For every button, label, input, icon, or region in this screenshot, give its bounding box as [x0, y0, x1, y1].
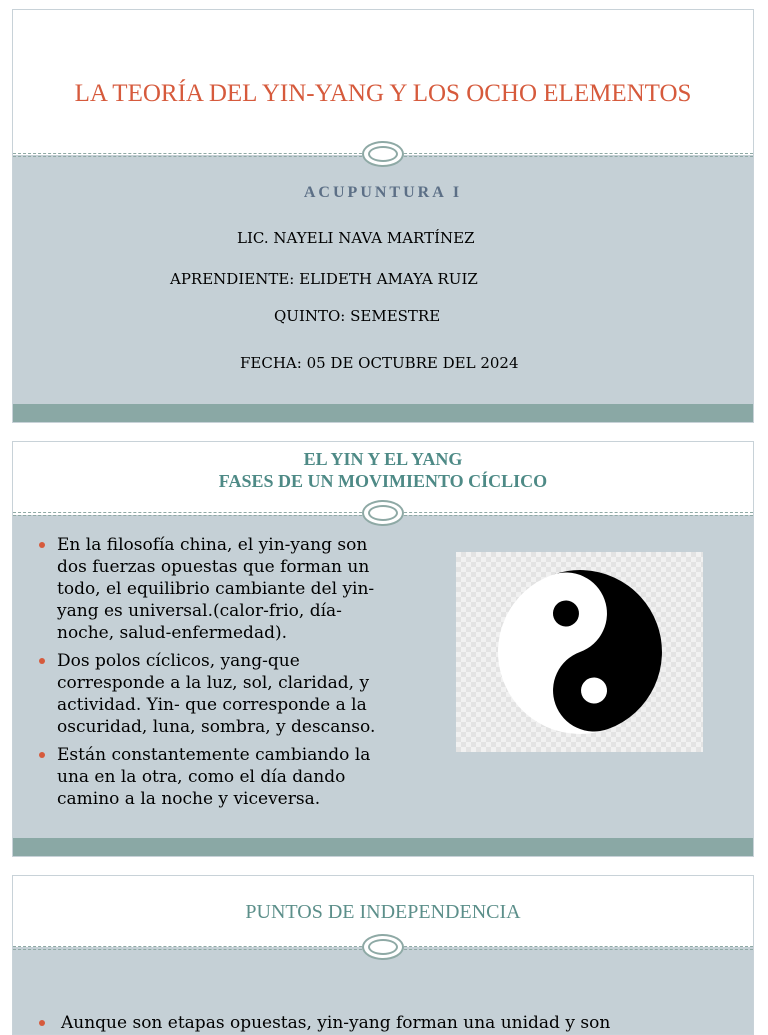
list-item	[39, 650, 399, 738]
slide-header	[13, 10, 753, 155]
list-item-text: En la filosofía china, el yin-yang son dos fuerzas opuestas que forman un todo, el equilibrio cambiante del yin-yang es universal.(calor-frio, día-noche, salud-enfermedad).	[57, 535, 375, 643]
instructor-line: LIC. NAYELI NAVA MARTÍNEZ	[237, 229, 475, 247]
independence-slide	[12, 875, 754, 1035]
title-slide	[12, 9, 754, 423]
slide-title: LA TEORÍA DEL YIN-YANG Y LOS OCHO ELEMENTOS	[74, 80, 692, 107]
semester-line: QUINTO: SEMESTRE	[274, 307, 441, 325]
divider-ellipse-icon	[362, 934, 404, 960]
slide-title	[13, 448, 753, 492]
bullet-dot-icon	[39, 752, 45, 758]
slide-footer-band	[13, 404, 753, 422]
slide-footer-band	[13, 838, 753, 856]
slide-title-line1: EL YIN Y EL YANG	[303, 449, 463, 469]
bullet-list	[39, 534, 399, 816]
list-item-text: Aunque son etapas opuestas, yin-yang forman una unidad y son	[61, 1013, 611, 1033]
slide-title: PUNTOS DE INDEPENDENCIA	[245, 901, 521, 923]
list-item-text: Están constantemente cambiando la una en la otra, como el día dando camino a la noche y viceversa.	[57, 745, 371, 809]
list-item	[39, 534, 399, 644]
bullet-dot-icon	[39, 1020, 45, 1026]
list-item	[39, 1012, 754, 1034]
yin-yang-image	[456, 552, 703, 752]
yin-yang-icon	[456, 552, 703, 752]
list-item	[39, 744, 399, 810]
yin-yang-slide	[12, 441, 754, 857]
bullet-dot-icon	[39, 542, 45, 548]
slide-title-line2: FASES DE UN MOVIMIENTO CÍCLICO	[218, 471, 548, 491]
student-line: APRENDIENTE: ELIDETH AMAYA RUIZ	[170, 270, 478, 288]
list-item-text: Dos polos cíclicos, yang-que corresponde a la luz, sol, claridad, y actividad. Yin- que corresponde a la oscuridad, luna, sombra, y descanso.	[57, 651, 376, 737]
divider-ellipse-icon	[362, 500, 404, 526]
divider-ellipse-icon	[362, 141, 404, 167]
slide-subtitle: ACUPUNTURA I	[303, 184, 463, 201]
bullet-dot-icon	[39, 658, 45, 664]
date-line: FECHA: 05 DE OCTUBRE DEL 2024	[240, 354, 519, 372]
